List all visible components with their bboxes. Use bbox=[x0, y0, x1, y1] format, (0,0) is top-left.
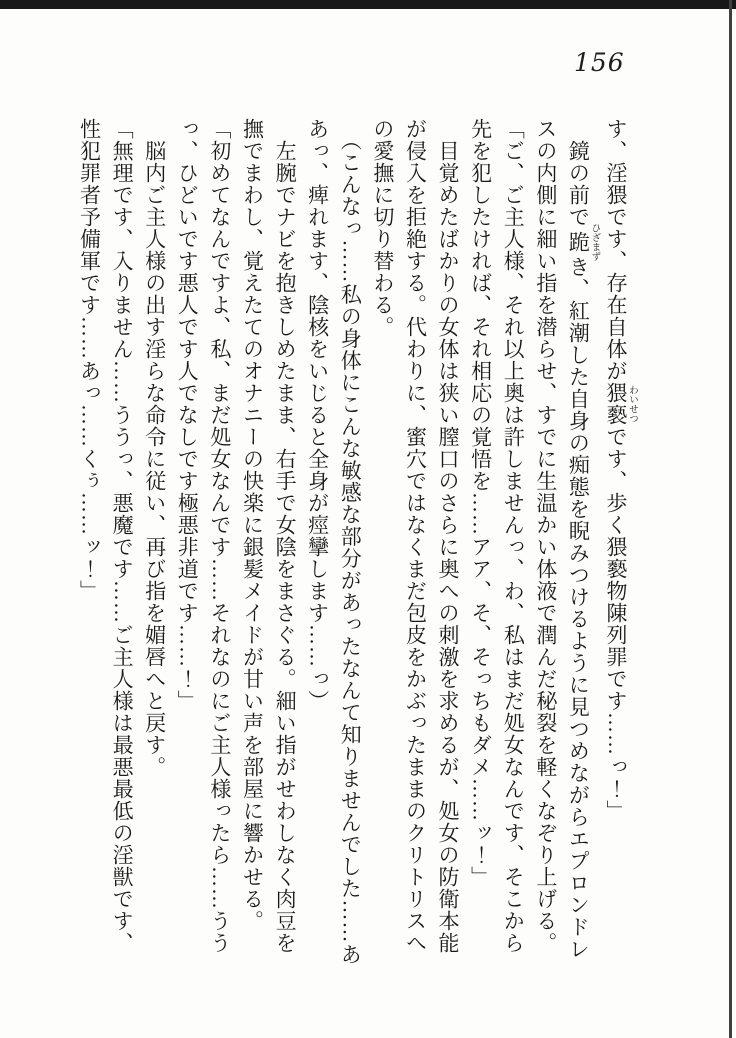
text-column: 脳内ご主人様の出す淫らな命令に従い、再び指を媚唇へと戻す。 bbox=[142, 118, 167, 778]
text-block bbox=[73, 118, 637, 964]
text-column: っ、ひどいです悪人です人でなしです極悪非道です……！」 bbox=[175, 118, 200, 712]
text-column: あっ、痺れます、陰核をいじると全身が痙攣します……っ） bbox=[305, 118, 330, 712]
text-column: （こんなっ……私の身体にこんな敏感な部分があったなんて知りませんでした……あ bbox=[338, 118, 363, 966]
text-column: 性犯罪者予備軍です……あっ……くぅ……ッ！」 bbox=[77, 118, 102, 602]
text-column: が侵入を拒絶する。代わりに、蜜穴ではなくまだ包皮をかぶったままのクリトリスへ bbox=[403, 118, 428, 954]
text-column: 目覚めたばかりの女体は狭い膣口のさらに奥への刺激を求めるが、処女の防衛本能 bbox=[436, 118, 461, 954]
text-column: 「無理です、入りません……ううっ、悪魔です……ご主人様は最悪最低の淫獣です、 bbox=[110, 118, 135, 954]
text-column: 撫でまわし、覚えたてのオナニーの快楽に銀髪メイドが甘い声を部屋に響かせる。 bbox=[240, 118, 265, 932]
text-column: 「初めてなんですよ、私、まだ処女なんです……それなのにご主人様ったら……うう bbox=[207, 118, 232, 954]
text-column: の愛撫に切り替わる。 bbox=[370, 118, 395, 338]
ruby-annotated-word: 猥褻 わいせつ bbox=[604, 382, 637, 426]
text-column: 先を犯したければ、それ相応の覚悟を……アア、そ、そっちもダメ……ッ！」 bbox=[468, 118, 493, 888]
text-column: 鏡の前で跪 ひざまずき、紅潮した自身の痴態を睨みつけるように見つめながらエプロンドレ bbox=[566, 118, 600, 960]
text-column: スの内側に細い指を潜らせ、すでに生温かい体液で潤んだ秘裂を軽くなぞり上げる。 bbox=[533, 118, 558, 954]
scan-edge-top bbox=[0, 0, 736, 9]
scan-edge-right bbox=[729, 0, 732, 1038]
text-column: す、淫猥です、存在自体が猥褻 わいせつです、歩く猥褻物陳列罪です……っ！」 bbox=[604, 118, 637, 822]
page-number: 156 bbox=[574, 48, 625, 77]
text-column: 「ご、ご主人様、それ以上奥は許しませんっ、わ、私はまだ処女なんです、そこから bbox=[501, 118, 526, 954]
ruby-annotated-word: 跪 ひざまず bbox=[566, 223, 600, 261]
text-column: 左腕でナビを抱きしめたまま、右手で女陰をまさぐる。細い指がせわしなく肉豆を bbox=[273, 118, 298, 954]
